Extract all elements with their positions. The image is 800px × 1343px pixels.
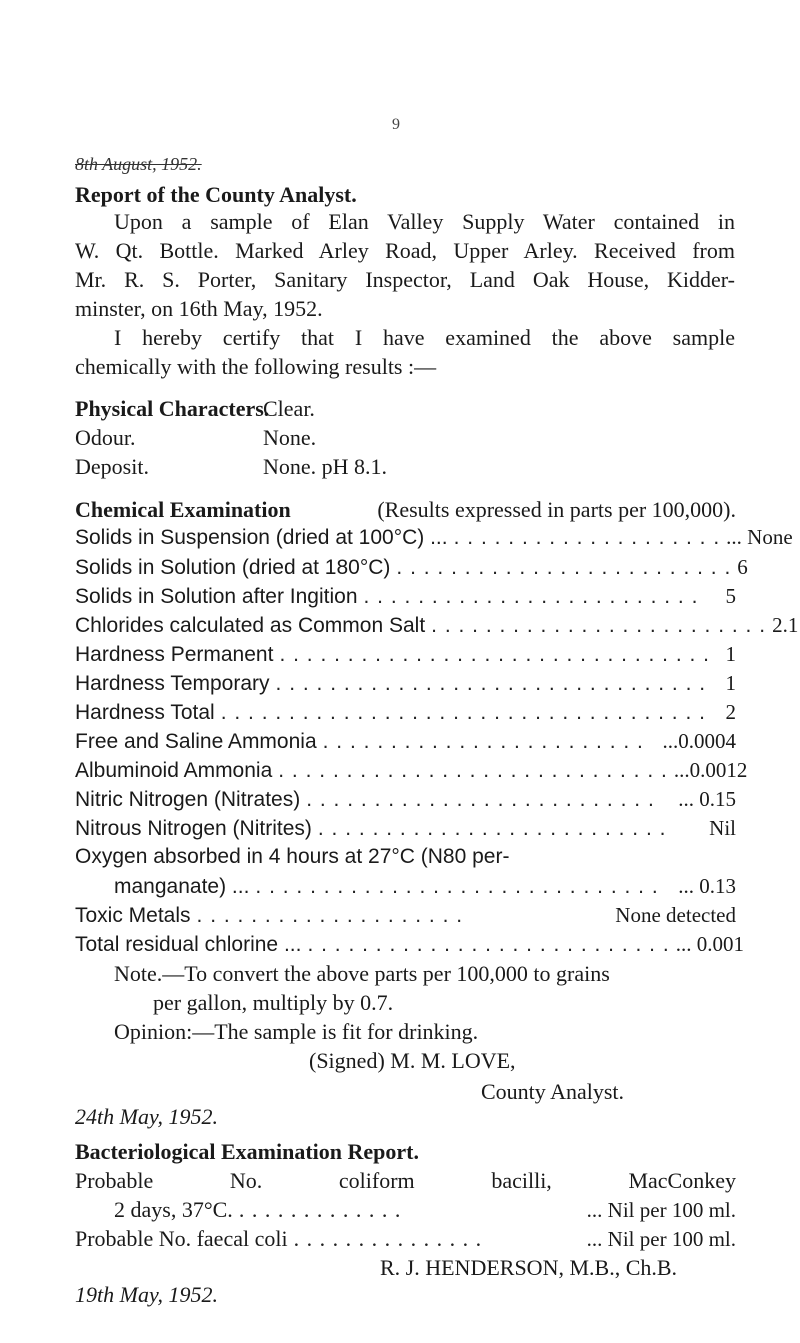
row-value: 1 bbox=[725, 642, 736, 666]
row-label: Albuminoid Ammonia bbox=[75, 759, 273, 782]
row-label: 2 days, 37°C. bbox=[114, 1197, 233, 1222]
row-label: Toxic Metals bbox=[75, 904, 191, 927]
bacterio-line1: Probable No. coliform bacilli, MacConkey bbox=[75, 1168, 736, 1193]
row-value: Nil bbox=[709, 816, 736, 840]
table-row bbox=[75, 932, 744, 961]
dot-leader: . . . . . . . . . . . . . . . . . . . . . . . . . . . . . . . . bbox=[275, 672, 707, 695]
row-label: Hardness Total bbox=[75, 701, 215, 724]
dot-leader: . . . . . . . . . . . . . . . . . . . . bbox=[196, 904, 464, 927]
intro-line: minster, on 16th May, 1952. bbox=[75, 296, 323, 321]
certify-line: chemically with the following results :— bbox=[75, 354, 437, 379]
row-label: Solids in Solution (dried at 180°C) bbox=[75, 556, 391, 579]
table-row bbox=[75, 525, 793, 554]
opinion: Opinion:—The sample is fit for drinking. bbox=[114, 1019, 479, 1044]
report-date: 24th May, 1952. bbox=[75, 1104, 218, 1129]
report-title: Report of the County Analyst. bbox=[75, 182, 357, 207]
chemical-heading-row bbox=[75, 497, 736, 523]
row-value: ... None bbox=[726, 525, 793, 549]
dot-leader: . . . . . . . . . . . . . . . . . . . . . . . . . bbox=[431, 614, 767, 637]
row-value: ... Nil per 100 ml. bbox=[586, 1227, 736, 1251]
bacterio-heading: Bacteriological Examination Report. bbox=[75, 1139, 420, 1164]
dot-leader: . . . . . . . . . . . . . . . . . . . . bbox=[453, 526, 721, 549]
row-value: ... 0.13 bbox=[678, 874, 736, 898]
row-label: Hardness Permanent bbox=[75, 643, 274, 666]
dot-leader: . . . . . . . . . . . . . . . . . . . . . . . . . . . . . bbox=[278, 759, 668, 782]
page-number: 9 bbox=[392, 116, 400, 133]
intro-line: W. Qt. Bottle. Marked Arley Road, Upper Arley. Received from bbox=[75, 238, 735, 263]
physical-value: Clear. bbox=[263, 396, 315, 421]
row-value: 2 bbox=[725, 700, 736, 724]
dot-leader: . . . . . . . . . . . . . . . . . . . . . . . . . . . bbox=[307, 933, 670, 956]
oxygen-row-line1 bbox=[75, 845, 736, 874]
row-value: 6 bbox=[737, 555, 748, 579]
table-row bbox=[75, 700, 736, 729]
table-row bbox=[75, 758, 748, 787]
row-label: Total residual chlorine ... bbox=[75, 933, 302, 956]
table-row bbox=[75, 613, 799, 642]
table-row bbox=[75, 903, 736, 932]
row-value: ...0.0012 bbox=[673, 758, 748, 782]
odour-value: None. bbox=[263, 425, 317, 450]
certify-paragraph bbox=[75, 323, 735, 381]
row-value: None detected bbox=[615, 903, 736, 927]
row-value: ... 0.001 bbox=[675, 932, 744, 956]
dot-leader: . . . . . . . . . . . . . . . . . . . . . . . . . bbox=[396, 556, 732, 579]
intro-paragraph bbox=[75, 207, 735, 323]
row-label: Solids in Solution after Ingition bbox=[75, 585, 358, 608]
dot-leader: . . . . . . . . . . . . . . . . . . . . . . . . bbox=[322, 730, 644, 753]
certify-line: I hereby certify that I have examined the above sample bbox=[114, 325, 735, 350]
row-label: Free and Saline Ammonia bbox=[75, 730, 317, 753]
dot-leader: . . . . . . . . . . . . . . . . . . . . . . . . . . . . . . . . bbox=[279, 643, 711, 666]
row-value: 5 bbox=[725, 584, 736, 608]
table-row bbox=[114, 1197, 736, 1226]
table-row bbox=[114, 874, 736, 903]
row-value: 2.1 bbox=[772, 613, 799, 637]
conversion-note-cont: per gallon, multiply by 0.7. bbox=[153, 990, 394, 1015]
row-label: manganate) ... bbox=[114, 875, 250, 898]
row-label: Chlorides calculated as Common Salt bbox=[75, 614, 426, 637]
row-label: Solids in Suspension (dried at 100°C) ... bbox=[75, 526, 448, 549]
row-value: ...0.0004 bbox=[662, 729, 736, 753]
physical-heading: Physical Characters. bbox=[75, 396, 270, 421]
signature-title: County Analyst. bbox=[481, 1079, 625, 1104]
row-value: ... 0.15 bbox=[678, 787, 736, 811]
table-row bbox=[75, 787, 736, 816]
row-value: ... Nil per 100 ml. bbox=[586, 1198, 736, 1222]
table-row bbox=[75, 729, 736, 758]
table-row bbox=[75, 642, 736, 671]
deposit-value: None. pH 8.1. bbox=[263, 454, 388, 479]
conversion-note: Note.—To convert the above parts per 100,000 to grains bbox=[114, 961, 610, 986]
chemical-heading: Chemical Examination bbox=[75, 497, 291, 522]
dot-leader: . . . . . . . . . . . . . . . . . . . . . . . . . . . . . . . . . . . . bbox=[220, 701, 706, 724]
row-label: Nitric Nitrogen (Nitrates) bbox=[75, 788, 301, 811]
struck-date: 8th August, 1952. bbox=[75, 154, 202, 174]
row-label: Hardness Temporary bbox=[75, 672, 270, 695]
table-row bbox=[75, 584, 736, 613]
table-row bbox=[75, 1226, 736, 1255]
bacterio-date: 19th May, 1952. bbox=[75, 1282, 218, 1307]
dot-leader: . . . . . . . . . . . . . . . . . . . . . . . . . . bbox=[317, 817, 667, 840]
table-row bbox=[75, 555, 748, 584]
intro-line: Mr. R. S. Porter, Sanitary Inspector, Land Oak House, Kidder- bbox=[75, 267, 735, 292]
table-row bbox=[75, 671, 736, 700]
dot-leader: . . . . . . . . . . . . . bbox=[238, 1197, 402, 1222]
dot-leader: . . . . . . . . . . . . . . . . . . . . . . . . . bbox=[363, 585, 699, 608]
odour-label: Odour. bbox=[75, 425, 136, 450]
row-label: Oxygen absorbed in 4 hours at 27°C (N80 per- bbox=[75, 845, 510, 868]
intro-line: Upon a sample of Elan Valley Supply Water contained in bbox=[114, 209, 735, 234]
signature-line: (Signed) M. M. LOVE, bbox=[309, 1048, 516, 1073]
bacterio-signature: R. J. HENDERSON, M.B., Ch.B. bbox=[380, 1255, 678, 1280]
row-value: 1 bbox=[725, 671, 736, 695]
dot-leader: . . . . . . . . . . . . . . . . . . . . . . . . . . bbox=[306, 788, 655, 811]
dot-leader: . . . . . . . . . . . . . . . . . . . . . . . . . . . . . . bbox=[255, 875, 659, 898]
row-label: Nitrous Nitrogen (Nitrites) bbox=[75, 817, 312, 840]
dot-leader: . . . . . . . . . . . . . . . bbox=[293, 1226, 483, 1251]
row-label: Probable No. faecal coli bbox=[75, 1226, 288, 1251]
table-row bbox=[75, 816, 736, 845]
chemical-heading-note: (Results expressed in parts per 100,000). bbox=[377, 497, 736, 522]
deposit-label: Deposit. bbox=[75, 454, 149, 479]
